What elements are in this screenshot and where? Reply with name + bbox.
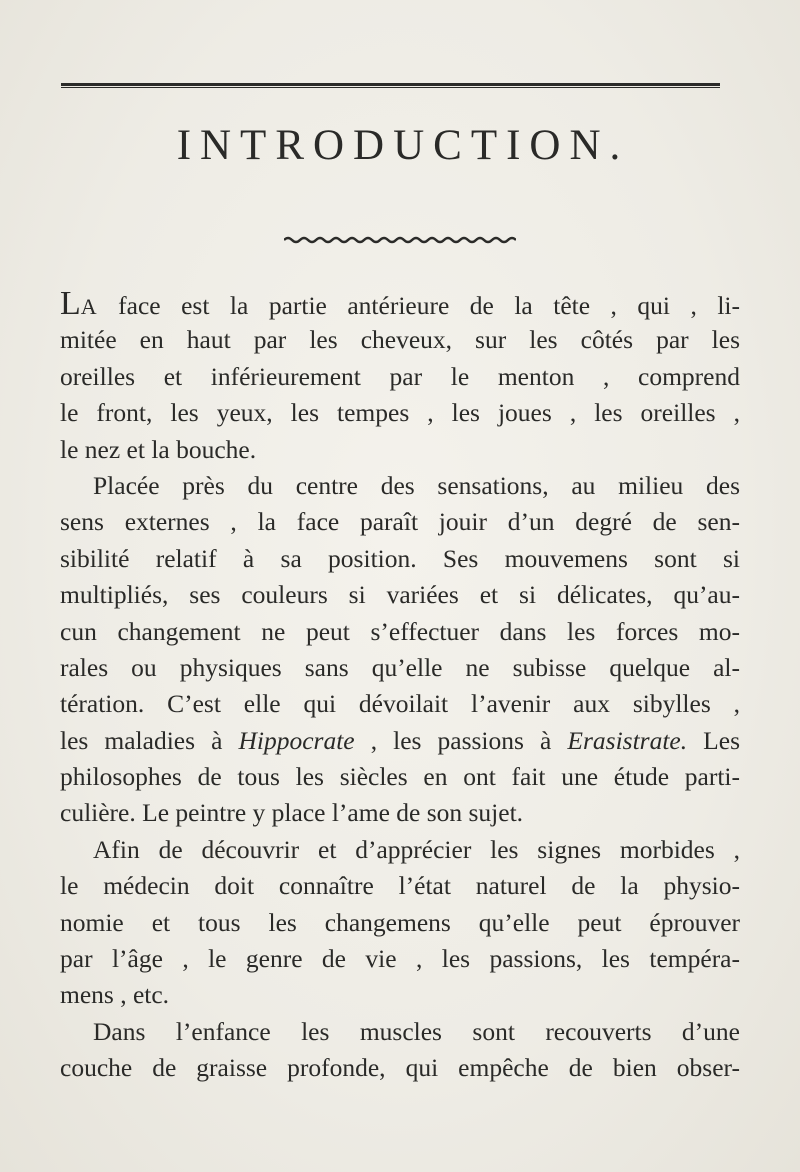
text-line: Placée près du centre des sensations, au milieu des bbox=[93, 470, 740, 500]
chapter-title: INTRODUCTION. bbox=[176, 122, 630, 169]
text-line: le médecin doit connaître l’état naturel de la physio- bbox=[60, 871, 740, 901]
text-line: couche de graisse profonde, qui empêche de bien obser- bbox=[60, 1053, 740, 1083]
text-line: tération. C’est elle qui dévoilait l’avenir aux sibylles , bbox=[60, 689, 740, 719]
line-part: les maladies à bbox=[60, 725, 239, 755]
text-line: le nez et la bouche. bbox=[60, 434, 257, 464]
text-line: mitée en haut par les cheveux, sur les côtés par les bbox=[60, 325, 740, 355]
text-line: multipliés, ses couleurs si variées et si délicates, qu’au- bbox=[60, 580, 740, 610]
text-line: sens externes , la face paraît jouir d’un degré de sen- bbox=[60, 507, 740, 537]
text-line: culière. Le peintre y place l’ame de son sujet. bbox=[60, 798, 524, 828]
italic-name-erasistrate: Erasistrate. bbox=[567, 725, 688, 755]
text-line bbox=[60, 286, 740, 322]
text-line: par l’âge , le genre de vie , les passions, les tempéra- bbox=[60, 944, 740, 974]
line-part: , les passions à bbox=[354, 725, 568, 755]
line-rest: face est la partie antérieure de la tête , qui , li- bbox=[97, 291, 740, 320]
small-caps-letter: A bbox=[80, 294, 98, 319]
line-part: Les bbox=[687, 725, 740, 755]
text-line: mens , etc. bbox=[60, 980, 170, 1010]
header-double-rule bbox=[61, 83, 720, 88]
body-text bbox=[60, 286, 740, 1087]
text-line: Dans l’enfance les muscles sont recouverts d’une bbox=[93, 1016, 740, 1046]
italic-name-hippocrate: Hippocrate bbox=[238, 725, 355, 755]
text-line: sibilité relatif à sa position. Ses mouvemens sont si bbox=[60, 543, 740, 573]
text-line: philosophes de tous les siècles en ont fait une étude parti- bbox=[60, 762, 740, 792]
wavy-ornament-divider bbox=[284, 236, 516, 244]
text-line bbox=[60, 723, 740, 759]
text-line: oreilles et inférieurement par le menton , comprend bbox=[60, 361, 740, 391]
text-line: Afin de découvrir et d’apprécier les signes morbides , bbox=[93, 834, 740, 864]
text-line: cun changement ne peut s’effectuer dans les forces mo- bbox=[60, 616, 740, 646]
text-line: nomie et tous les changemens qu’elle peut éprouver bbox=[60, 907, 740, 937]
text-line: le front, les yeux, les tempes , les joues , les oreilles , bbox=[60, 398, 740, 428]
text-line: rales ou physiques sans qu’elle ne subisse quelque al- bbox=[60, 652, 740, 682]
drop-cap: L bbox=[60, 285, 81, 322]
